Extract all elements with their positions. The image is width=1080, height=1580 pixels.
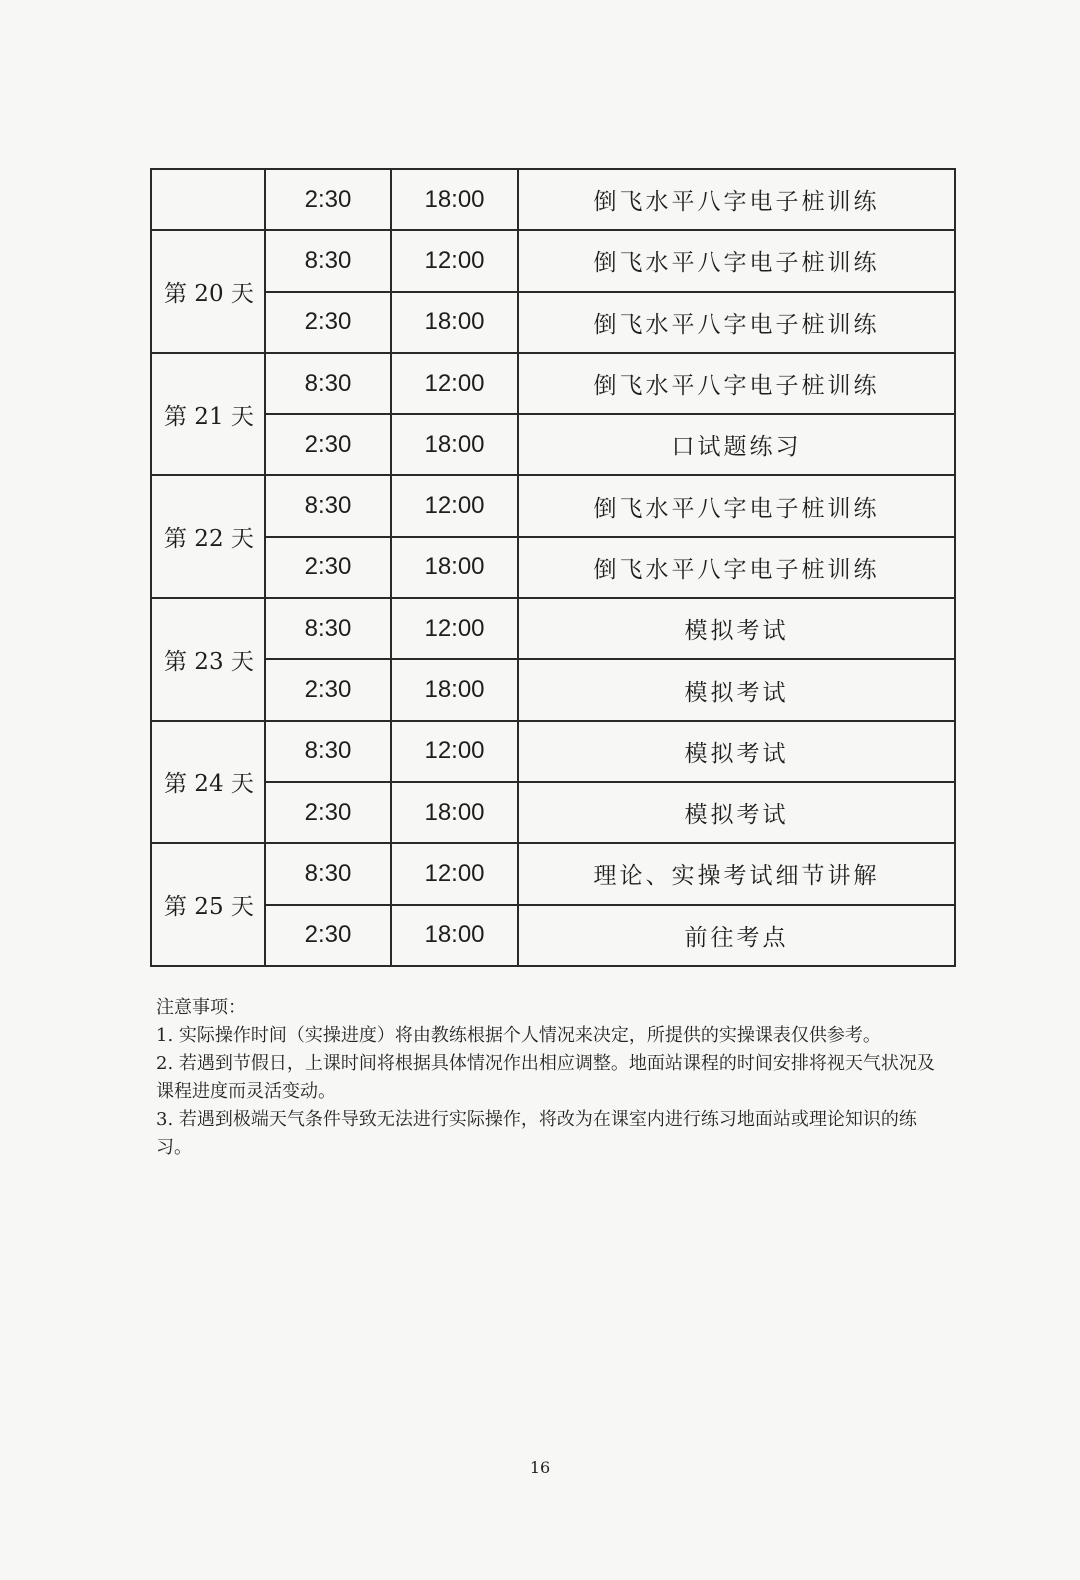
schedule-table [150,168,956,967]
task-cell: 倒飞水平八字电子桩训练 [518,353,955,414]
task-cell: 倒飞水平八字电子桩训练 [518,475,955,536]
table-row [151,905,955,966]
day-cell: 第 21 天 [151,353,265,476]
table-row [151,782,955,843]
note-item: 3. 若遇到极端天气条件导致无法进行实际操作，将改为在课室内进行练习地面站或理论知识的练习。 [156,1109,917,1158]
start-time-cell: 8:30 [265,843,391,904]
table-row [151,598,955,659]
note-item: 1. 实际操作时间（实操进度）将由教练根据个人情况来决定，所提供的实操课表仅供参考。 [156,1025,881,1046]
start-time-cell: 2:30 [265,292,391,353]
page-number: 16 [529,1458,551,1477]
start-time-cell: 8:30 [265,721,391,782]
day-cell: 第 25 天 [151,843,265,966]
table-row [151,659,955,720]
start-time-cell: 8:30 [265,475,391,536]
start-time-cell: 8:30 [265,353,391,414]
end-time-cell: 18:00 [391,537,518,598]
start-time-cell: 2:30 [265,169,391,230]
start-time-cell: 2:30 [265,537,391,598]
task-cell: 倒飞水平八字电子桩训练 [518,230,955,291]
table-row [151,475,955,536]
table-row [151,230,955,291]
table-row [151,843,955,904]
start-time-cell: 2:30 [265,414,391,475]
table-row [151,353,955,414]
day-cell: 第 20 天 [151,230,265,353]
table-row [151,537,955,598]
start-time-cell: 8:30 [265,598,391,659]
start-time-cell: 2:30 [265,659,391,720]
end-time-cell: 18:00 [391,414,518,475]
start-time-cell: 2:30 [265,782,391,843]
end-time-cell: 18:00 [391,169,518,230]
end-time-cell: 18:00 [391,905,518,966]
task-cell: 模拟考试 [518,659,955,720]
day-cell: 第 23 天 [151,598,265,721]
task-cell: 理论、实操考试细节讲解 [518,843,955,904]
notes-heading: 注意事项： [156,997,246,1018]
task-cell: 模拟考试 [518,782,955,843]
day-cell: 第 22 天 [151,475,265,598]
end-time-cell: 12:00 [391,230,518,291]
table-row [151,169,955,230]
task-cell: 模拟考试 [518,598,955,659]
task-cell: 模拟考试 [518,721,955,782]
day-cell: 第 24 天 [151,721,265,844]
start-time-cell: 2:30 [265,905,391,966]
note-item: 2. 若遇到节假日，上课时间将根据具体情况作出相应调整。地面站课程的时间安排将视天气状况及课程进度而灵活变动。 [156,1053,935,1102]
table-row [151,721,955,782]
end-time-cell: 18:00 [391,782,518,843]
end-time-cell: 12:00 [391,475,518,536]
end-time-cell: 12:00 [391,843,518,904]
end-time-cell: 18:00 [391,292,518,353]
table-row [151,292,955,353]
task-cell: 口试题练习 [518,414,955,475]
end-time-cell: 12:00 [391,721,518,782]
task-cell: 倒飞水平八字电子桩训练 [518,169,955,230]
end-time-cell: 12:00 [391,353,518,414]
end-time-cell: 18:00 [391,659,518,720]
end-time-cell: 12:00 [391,598,518,659]
table-row [151,414,955,475]
day-cell [151,169,265,230]
task-cell: 前往考点 [518,905,955,966]
start-time-cell: 8:30 [265,230,391,291]
task-cell: 倒飞水平八字电子桩训练 [518,292,955,353]
task-cell: 倒飞水平八字电子桩训练 [518,537,955,598]
notes-section [156,994,948,1162]
